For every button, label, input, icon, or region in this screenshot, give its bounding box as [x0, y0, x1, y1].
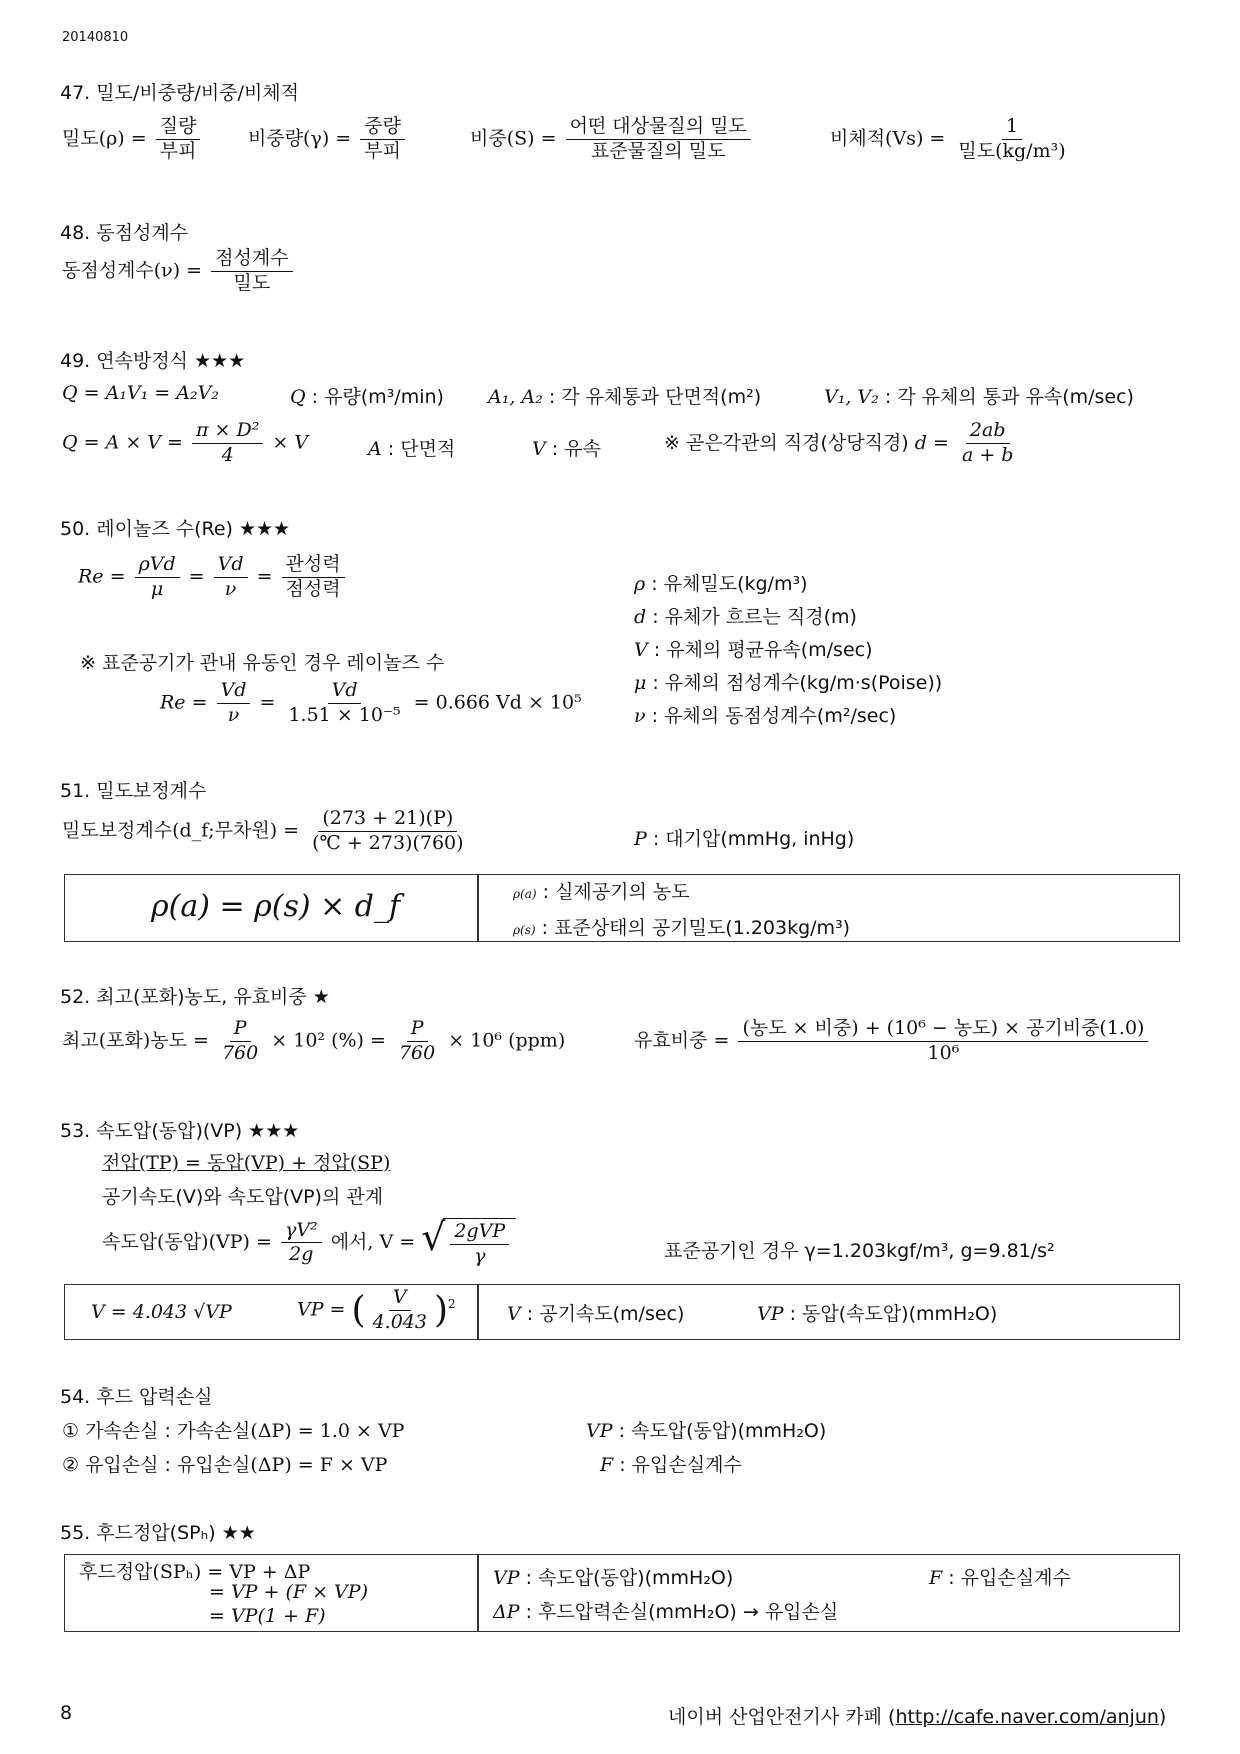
saturation-f2-den: 760 [398, 1041, 436, 1064]
legend-desc: : 유체밀도(kg/m³) [651, 573, 808, 595]
area-desc: : 각 유체통과 단면적(m²) [548, 386, 762, 408]
standard-density-symbol: ρ(s) [513, 923, 536, 937]
vp-symbol: VP [586, 1420, 613, 1442]
section-50-title: 50. 레이놀즈 수(Re) ★★★ [60, 518, 291, 540]
hood-pressure-eq1: 후드정압(SPₕ) = VP + ΔP [79, 1561, 311, 1583]
box-divider [477, 1285, 479, 1339]
page-number: 8 [60, 1702, 73, 1724]
specific-gravity-lhs: 비중(S) = [470, 127, 557, 150]
velocity-pressure-num: γV² [281, 1220, 322, 1244]
hood-f-legend [929, 1563, 1071, 1590]
cross-section-symbol: A [368, 438, 382, 460]
cross-section-legend [368, 434, 455, 461]
saturation-f2-num: P [407, 1018, 428, 1042]
reynolds-formula [78, 554, 348, 601]
velocity-pressure-formula [102, 1215, 516, 1268]
saturation-f1-den: 760 [221, 1041, 259, 1064]
vp-desc: : 속도압(동압)(mmH₂O) [618, 1420, 827, 1442]
dynamic-pressure-legend [757, 1299, 997, 1326]
section-53-title: 53. 속도압(동압)(VP) ★★★ [60, 1120, 300, 1142]
air-velocity-symbol: V [507, 1303, 521, 1325]
actual-density-desc: : 실제공기의 농도 [542, 881, 690, 903]
continuity-area-formula [62, 420, 308, 467]
kinematic-viscosity-den: 밀도 [233, 271, 271, 294]
density-num: 질량 [156, 116, 201, 140]
document-date: 20140810 [62, 30, 129, 45]
cafe-link[interactable]: http://cafe.naver.com/anjun [895, 1706, 1159, 1728]
specific-volume-lhs: 비체적(Vs) = [830, 127, 946, 150]
density-den: 부피 [159, 139, 197, 162]
section-55-title: 55. 후드정압(SPₕ) ★★ [60, 1522, 256, 1544]
standard-air-note: ※ 표준공기가 관내 유동인 경우 레이놀즈 수 [80, 652, 445, 674]
section-47-title: 47. 밀도/비중량/비중/비체적 [60, 82, 300, 104]
legend-symbol: ρ [634, 573, 646, 595]
acceleration-loss-label: ① 가속손실 : [62, 1420, 171, 1442]
entry-loss-label: ② 유입손실 : [62, 1454, 171, 1476]
standard-reynolds-g1-den: ν [227, 703, 240, 726]
atmospheric-pressure-symbol: P [634, 828, 647, 850]
vp-equation-num: V [389, 1287, 411, 1311]
footer-cafe-name: 네이버 산업안전기사 카페 [668, 1706, 882, 1728]
equivalent-diameter-num: 2ab [966, 420, 1010, 444]
velocity-desc: : 각 유체의 통과 유속(m/sec) [884, 386, 1134, 408]
density-correction-den: (℃ + 273)(760) [312, 831, 464, 854]
hood-pressure-eq3: = VP(1 + F) [209, 1605, 326, 1627]
vp-equation-den: 4.043 [372, 1310, 427, 1333]
standard-reynolds-g2-den: 1.51 × 10⁻⁵ [288, 703, 401, 726]
equivalent-diameter-lhs: d = [914, 431, 949, 454]
atmospheric-pressure-desc: : 대기압(mmHg, inHg) [652, 828, 855, 850]
acceleration-loss-equation: 가속손실(ΔP) = 1.0 × VP [176, 1420, 405, 1442]
entry-loss-row [62, 1450, 387, 1477]
section-52-title: 52. 최고(포화)농도, 유효비중 ★ [60, 986, 330, 1008]
velocity-pressure-box [64, 1284, 1180, 1340]
box-divider [477, 875, 479, 941]
velocity-equation: V = 4.043 √VP [91, 1301, 232, 1323]
vp-equation-lhs: VP = [297, 1298, 346, 1321]
reynolds-lhs: Re = [78, 565, 126, 588]
actual-density-equation: ρ(a) = ρ(s) × d_f [151, 889, 401, 924]
standard-reynolds-rhs: = 0.666 Vd × 10⁵ [413, 691, 582, 714]
legend-desc: : 유체의 동점성계수(m²/sec) [651, 705, 897, 727]
area-legend [488, 382, 761, 409]
kinematic-viscosity-lhs: 동점성계수(ν) = [62, 259, 203, 282]
atmospheric-pressure-legend [634, 824, 854, 851]
standard-reynolds-formula [160, 680, 582, 727]
velocity-vp-relation: 공기속도(V)와 속도압(VP)의 관계 [102, 1186, 384, 1208]
saturation-rhs: × 10⁶ (ppm) [448, 1029, 566, 1052]
specific-volume-formula [830, 116, 1073, 163]
reynolds-f1-den: μ [150, 577, 164, 600]
flow-rate-symbol: Q [290, 386, 306, 408]
reynolds-f3-num: 관성력 [282, 554, 345, 578]
sqrt-num: 2gVP [450, 1221, 509, 1245]
reynolds-legend-item [634, 667, 942, 700]
flow-rate-desc: : 유량(m³/min) [311, 386, 444, 408]
velocity-pressure-mid: 에서, V = [330, 1230, 416, 1253]
section-49-title: 49. 연속방정식 ★★★ [60, 350, 246, 372]
effective-gravity-num: (농도 × 비중) + (10⁶ − 농도) × 공기비중(1.0) [738, 1018, 1148, 1042]
density-correction-lhs: 밀도보정계수(d_f;무차원) = [62, 819, 300, 842]
reynolds-f2-den: ν [224, 577, 237, 600]
legend-symbol: V [634, 639, 648, 661]
kinematic-viscosity-formula [62, 248, 296, 295]
hood-f-symbol: F [929, 1567, 943, 1589]
reynolds-f2-num: Vd [214, 554, 248, 578]
sqrt-den: γ [474, 1244, 486, 1267]
entry-loss-coeff-desc: : 유입손실계수 [619, 1454, 742, 1476]
reynolds-legend-item [634, 700, 942, 733]
standard-reynolds-lhs: Re = [160, 691, 208, 714]
reynolds-f3-den: 점성력 [285, 577, 341, 600]
legend-desc: : 유체의 점성계수(kg/m·s(Poise)) [652, 672, 943, 694]
effective-gravity-lhs: 유효비중 = [634, 1029, 730, 1052]
standard-density-legend [513, 913, 850, 940]
flow-rate-legend [290, 382, 444, 409]
section-48-title: 48. 동점성계수 [60, 222, 189, 244]
density-correction-formula [62, 808, 471, 855]
standard-air-constants: 표준공기인 경우 γ=1.203kgf/m³, g=9.81/s² [664, 1240, 1055, 1262]
legend-symbol: d [634, 606, 647, 628]
velocity-legend [824, 382, 1134, 409]
reynolds-f1-num: ρVd [135, 554, 180, 578]
reynolds-legend-item [634, 601, 942, 634]
specific-gravity-den: 표준물질의 밀도 [590, 139, 726, 162]
reynolds-legend-item [634, 568, 942, 601]
standard-reynolds-eq-sign: = [259, 691, 276, 714]
velocity-pressure-legend [586, 1416, 826, 1443]
continuity-equation: Q = A₁V₁ = A₂V₂ [62, 382, 219, 404]
legend-symbol: ν [634, 705, 646, 727]
dynamic-pressure-desc: : 동압(속도압)(mmH₂O) [789, 1303, 998, 1325]
equivalent-diameter-note: ※ 곧은각관의 직경(상당직경) [664, 431, 909, 454]
entry-loss-equation: 유입손실(ΔP) = F × VP [176, 1454, 388, 1476]
saturation-mid: × 10² (%) = [271, 1029, 386, 1052]
entry-loss-coeff-legend [600, 1450, 742, 1477]
hood-f-desc: : 유입손실계수 [948, 1567, 1071, 1589]
box-divider [477, 1555, 479, 1631]
section-54-title: 54. 후드 압력손실 [60, 1386, 213, 1408]
density-lhs: 밀도(ρ) = [62, 127, 147, 150]
velocity-pressure-lhs: 속도압(동압)(VP) = [102, 1230, 272, 1253]
reynolds-legend-item [634, 634, 942, 667]
continuity-area-den: 4 [221, 443, 234, 466]
standard-reynolds-g1-num: Vd [217, 680, 251, 704]
actual-density-legend [513, 877, 690, 904]
continuity-area-num: π × D² [192, 420, 263, 444]
reynolds-eq-sign-1: = [188, 565, 205, 588]
hood-dp-legend [493, 1597, 838, 1624]
hood-static-pressure-box [64, 1554, 1180, 1632]
entry-loss-coeff-symbol: F [600, 1454, 614, 1476]
standard-density-desc: : 표준상태의 공기밀도(1.203kg/m³) [541, 917, 851, 939]
specific-volume-den: 밀도(kg/m³) [958, 139, 1066, 162]
specific-weight-formula [248, 116, 408, 163]
effective-gravity-formula [634, 1018, 1151, 1065]
kinematic-viscosity-num: 점성계수 [211, 248, 292, 272]
total-pressure-equation: 전압(TP) = 동압(VP) + 정압(SP) [102, 1152, 391, 1174]
hood-dp-symbol: ΔP [493, 1601, 520, 1623]
speed-legend [532, 434, 601, 461]
legend-desc: : 유체가 흐르는 직경(m) [652, 606, 857, 628]
legend-symbol: μ [634, 672, 647, 694]
vp-equation: VP = ( $\frac{V}{4.043}$ )$^2$ [297, 1286, 456, 1333]
dynamic-pressure-symbol: VP [757, 1303, 784, 1325]
saturation-lhs: 최고(포화)농도 = [62, 1029, 209, 1052]
hood-dp-desc: : 후드압력손실(mmH₂O) → 유입손실 [525, 1601, 839, 1623]
effective-gravity-den: 10⁶ [927, 1041, 960, 1064]
cross-section-desc: : 단면적 [387, 438, 456, 460]
equivalent-diameter-formula [664, 420, 1020, 467]
specific-gravity-num: 어떤 대상물질의 밀도 [566, 116, 751, 140]
density-correction-box [64, 874, 1180, 942]
air-velocity-legend [507, 1299, 684, 1326]
saturation-concentration-formula [62, 1018, 565, 1065]
footer-credit: 네이버 산업안전기사 카페 (http://cafe.naver.com/anjun) [668, 1706, 1167, 1728]
speed-symbol: V [532, 438, 546, 460]
density-formula [62, 116, 203, 163]
acceleration-loss-row [62, 1416, 404, 1443]
velocity-pressure-den: 2g [289, 1243, 314, 1266]
reynolds-eq-sign-2: = [256, 565, 273, 588]
legend-desc: : 유체의 평균유속(m/sec) [653, 639, 873, 661]
velocity-symbol: V₁, V₂ [824, 386, 879, 408]
saturation-f1-num: P [230, 1018, 251, 1042]
specific-gravity-formula [470, 116, 754, 163]
specific-weight-den: 부피 [364, 139, 401, 162]
hood-vp-legend [493, 1563, 733, 1590]
sqrt-symbol: √ $\frac{\text{2gVP}}{\gamma}$ [421, 1218, 516, 1268]
standard-reynolds-g2-num: Vd [328, 680, 362, 704]
reynolds-legend [634, 568, 942, 733]
actual-density-symbol: ρ(a) [513, 887, 537, 901]
air-velocity-desc: : 공기속도(m/sec) [526, 1303, 685, 1325]
hood-pressure-eq2: = VP + (F × VP) [209, 1581, 368, 1603]
specific-weight-lhs: 비중량(γ) = [248, 127, 352, 150]
density-correction-num: (273 + 21)(P) [318, 808, 457, 832]
area-symbol: A₁, A₂ [488, 386, 543, 408]
hood-vp-desc: : 속도압(동압)(mmH₂O) [525, 1567, 734, 1589]
continuity-area-lhs: Q = A × V = [62, 431, 183, 454]
hood-vp-symbol: VP [493, 1567, 520, 1589]
specific-volume-num: 1 [1002, 116, 1022, 140]
speed-desc: : 유속 [551, 438, 601, 460]
equivalent-diameter-den: a + b [961, 443, 1014, 466]
continuity-area-rhs: × V [272, 431, 309, 454]
section-51-title: 51. 밀도보정계수 [60, 780, 207, 802]
specific-weight-num: 중량 [360, 116, 405, 140]
